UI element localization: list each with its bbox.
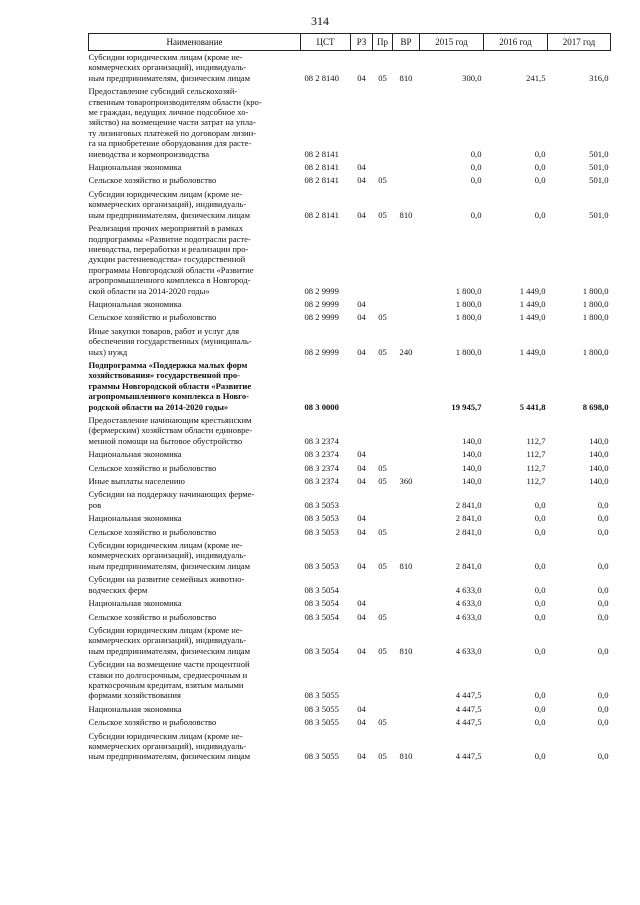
cell-2015: 0,0 [470, 209, 482, 220]
cell-vr [393, 611, 420, 624]
cell-2015: 300,0 [462, 72, 482, 83]
cell-2016: 5 441,8 [519, 401, 546, 412]
cell-name: Субсидии на поддержку начинающих фермe- ров [88, 489, 255, 510]
cell-2017: 0,0 [597, 513, 609, 524]
cell-name: Сельское хозяйство и рыболовство [88, 312, 217, 323]
table-row [89, 512, 611, 525]
header-vr: ВР [393, 34, 420, 51]
cell-2015: 0,0 [470, 175, 482, 186]
table-row [89, 716, 611, 729]
cell-cst: 08 3 2374 [304, 435, 339, 446]
cell-name: Сельское хозяйство и рыболовство [88, 526, 217, 537]
cell-2015: 140,0 [462, 462, 482, 473]
cell-2017: 501,0 [589, 148, 609, 159]
cell-2017: 0,0 [597, 598, 609, 609]
cell-2017: 0,0 [597, 690, 609, 701]
cell-rz [351, 222, 373, 298]
table-row [89, 448, 611, 461]
cell-rz: 04 [357, 717, 366, 728]
cell-pr: 05 [378, 611, 387, 622]
cell-rz [351, 488, 373, 512]
cell-vr [393, 703, 420, 716]
cell-2015: 2 841,0 [455, 513, 482, 524]
table-row [89, 624, 611, 658]
cell-pr: 05 [378, 72, 387, 83]
cell-vr: 810 [399, 645, 413, 656]
cell-cst: 08 2 8141 [304, 148, 339, 159]
cell-2015: 2 841,0 [455, 499, 482, 510]
cell-pr [373, 161, 393, 174]
cell-vr [393, 222, 420, 298]
cell-2015: 4 633,0 [455, 611, 482, 622]
cell-vr [393, 298, 420, 311]
cell-pr [373, 573, 393, 597]
cell-cst: 08 3 5054 [304, 645, 339, 656]
cell-name: Сельское хозяйство и рыболовство [88, 462, 217, 473]
table-body [89, 51, 611, 764]
cell-2017: 140,0 [589, 476, 609, 487]
cell-pr [373, 298, 393, 311]
cell-2015: 1 800,0 [455, 285, 482, 296]
cell-2016: 0,0 [534, 162, 546, 173]
cell-pr: 05 [378, 751, 387, 762]
cell-name: Национальная экономика [88, 298, 182, 309]
cell-2017: 0,0 [597, 560, 609, 571]
cell-cst: 08 2 9999 [304, 285, 339, 296]
cell-2017: 1 800,0 [582, 298, 609, 309]
header-2015: 2015 год [420, 34, 484, 51]
cell-2016: 112,7 [526, 476, 546, 487]
cell-rz: 04 [357, 476, 366, 487]
cell-2016: 0,0 [534, 598, 546, 609]
cell-vr [393, 161, 420, 174]
cell-pr [373, 658, 393, 703]
cell-2015: 0,0 [470, 148, 482, 159]
cell-vr [393, 597, 420, 610]
cell-pr: 05 [378, 526, 387, 537]
cell-rz: 04 [357, 513, 366, 524]
table-row [89, 703, 611, 716]
cell-vr: 810 [399, 560, 413, 571]
cell-2015: 1 800,0 [455, 346, 482, 357]
cell-2016: 0,0 [534, 175, 546, 186]
cell-cst: 08 2 9999 [304, 312, 339, 323]
cell-cst: 08 2 9999 [304, 298, 339, 309]
table-row [89, 475, 611, 488]
table-row [89, 174, 611, 187]
cell-rz [351, 658, 373, 703]
cell-name: Подпрограмма «Поддержка малых форм хозяйствования» государственной про- граммы Новгородской области «Развитие агропромышленного комплекса в Новго- родской области на 2014-2020 годы» [88, 359, 252, 412]
cell-name: Субсидии юридическим лицам (кроме не- коммерческих организаций), индивидуаль- ным предпринимателям, физическим лицам [88, 52, 251, 83]
cell-2016: 0,0 [534, 526, 546, 537]
cell-name: Сельское хозяйство и рыболовство [88, 175, 217, 186]
cell-2017: 1 800,0 [582, 312, 609, 323]
cell-2016: 0,0 [534, 560, 546, 571]
cell-name: Субсидии юридическим лицам (кроме не- коммерческих организаций), индивидуаль- ным предпринимателям, физическим лицам [88, 730, 251, 762]
cell-2017: 1 800,0 [582, 346, 609, 357]
cell-vr: 810 [399, 751, 413, 762]
cell-cst: 08 3 5053 [304, 526, 339, 537]
cell-cst: 08 3 5055 [304, 690, 339, 701]
cell-pr [373, 222, 393, 298]
cell-2015: 4 447,5 [455, 717, 482, 728]
cell-2017: 0,0 [597, 645, 609, 656]
table-row [89, 222, 611, 298]
cell-pr: 05 [378, 462, 387, 473]
cell-name: Предоставление начинающим крестьянским (фермерским) хозяйствам области единовре- менной помощи на бытовое обустройство [88, 415, 253, 446]
cell-cst: 08 3 0000 [304, 401, 339, 412]
cell-pr [373, 597, 393, 610]
cell-name: Национальная экономика [88, 703, 182, 714]
table-row [89, 597, 611, 610]
cell-2017: 0,0 [597, 703, 609, 714]
cell-2017: 501,0 [589, 175, 609, 186]
cell-2015: 1 800,0 [455, 312, 482, 323]
cell-name: Сельское хозяйство и рыболовство [88, 611, 217, 622]
cell-rz: 04 [357, 462, 366, 473]
cell-vr [393, 414, 420, 448]
table-row [89, 730, 611, 764]
cell-pr: 05 [378, 346, 387, 357]
cell-rz: 04 [357, 175, 366, 186]
cell-name: Предоставление субсидий сельскохозяй- ственным товаропроизводителям области (кро- ме граждан, ведущих личное подсобное хо- зяйство) на возмещение части затрат на упла- ту лизинговых платежей по договорам лизин- га на приобретение оборудования для расте- ниеводства и кормопроизводства [88, 86, 262, 159]
cell-name: Реализация прочих мероприятий в рамках подпрограммы «Развитие подотрасли расте- ниеводства, переработки и реализации про- дукции растениеводства» государственной программы Новгородской области «Развитие агропромышленного комплекса в Новгород- ской области на 2014-2020 годы» [88, 223, 254, 296]
cell-2015: 2 841,0 [455, 560, 482, 571]
cell-name: Национальная экономика [88, 598, 182, 609]
cell-pr: 05 [378, 175, 387, 186]
header-rz: РЗ [351, 34, 373, 51]
cell-2016: 0,0 [534, 645, 546, 656]
table-row [89, 526, 611, 539]
cell-cst: 08 2 8141 [304, 162, 339, 173]
cell-pr: 05 [378, 312, 387, 323]
cell-cst: 08 2 8140 [304, 72, 339, 83]
cell-rz: 04 [357, 560, 366, 571]
header-name: Наименование [89, 34, 301, 51]
cell-cst: 08 2 8141 [304, 175, 339, 186]
header-2017: 2017 год [548, 34, 611, 51]
table-row [89, 539, 611, 573]
cell-vr [393, 174, 420, 187]
cell-vr [393, 526, 420, 539]
cell-2015: 140,0 [462, 476, 482, 487]
cell-2015: 140,0 [462, 435, 482, 446]
table-row [89, 573, 611, 597]
cell-cst: 08 3 5054 [304, 611, 339, 622]
cell-rz [351, 359, 373, 414]
cell-cst: 08 3 5055 [304, 717, 339, 728]
cell-2017: 501,0 [589, 162, 609, 173]
cell-rz: 04 [357, 162, 366, 173]
cell-2015: 0,0 [470, 162, 482, 173]
budget-table [88, 33, 611, 764]
table-row [89, 462, 611, 475]
cell-2017: 0,0 [597, 526, 609, 537]
cell-rz: 04 [357, 598, 366, 609]
cell-pr: 05 [378, 645, 387, 656]
cell-vr [393, 85, 420, 161]
cell-vr [393, 573, 420, 597]
cell-name: Субсидии юридическим лицам (кроме не- коммерческих организаций), индивидуаль- ным предпринимателям, физическим лицам [88, 624, 251, 656]
cell-2016: 241,5 [526, 72, 546, 83]
cell-rz [351, 85, 373, 161]
cell-2016: 0,0 [534, 611, 546, 622]
cell-2016: 1 449,0 [519, 312, 546, 323]
cell-cst: 08 3 5053 [304, 560, 339, 571]
cell-2015: 1 800,0 [455, 298, 482, 309]
cell-vr [393, 448, 420, 461]
cell-2017: 140,0 [589, 435, 609, 446]
cell-rz: 04 [357, 449, 366, 460]
cell-2017: 140,0 [589, 449, 609, 460]
cell-2017: 0,0 [597, 584, 609, 595]
cell-rz: 04 [357, 298, 366, 309]
cell-pr [373, 85, 393, 161]
table-row [89, 188, 611, 222]
cell-pr: 05 [378, 476, 387, 487]
cell-cst: 08 3 5054 [304, 598, 339, 609]
cell-2015: 4 447,5 [455, 751, 482, 762]
cell-2016: 0,0 [534, 690, 546, 701]
cell-name: Субсидии на возмещение части процентной ставки по долгосрочным, среднесрочным и краткосрочным кредитам, взятым малыми формами хозяйствования [88, 659, 250, 701]
cell-vr [393, 488, 420, 512]
table-row [89, 359, 611, 414]
cell-pr: 05 [378, 209, 387, 220]
cell-vr: 360 [399, 476, 413, 487]
cell-cst: 08 3 2374 [304, 449, 339, 460]
cell-2017: 140,0 [589, 462, 609, 473]
cell-cst: 08 2 8141 [304, 209, 339, 220]
cell-pr [373, 512, 393, 525]
cell-rz: 04 [357, 645, 366, 656]
cell-2017: 316,0 [589, 72, 609, 83]
cell-name: Иные выплаты населению [88, 476, 185, 487]
cell-2016: 0,0 [534, 584, 546, 595]
cell-cst: 08 3 2374 [304, 476, 339, 487]
cell-rz: 04 [357, 703, 366, 714]
table-row [89, 85, 611, 161]
cell-cst: 08 3 5053 [304, 513, 339, 524]
table-row [89, 311, 611, 324]
cell-2016: 1 449,0 [519, 346, 546, 357]
cell-2016: 112,7 [526, 449, 546, 460]
table-row [89, 414, 611, 448]
cell-rz: 04 [357, 72, 366, 83]
cell-name: Субсидии юридическим лицам (кроме не- коммерческих организаций), индивидуаль- ным предпринимателям, физическим лицам [88, 540, 251, 571]
cell-pr [373, 414, 393, 448]
cell-vr [393, 359, 420, 414]
cell-2017: 1 800,0 [582, 285, 609, 296]
cell-cst: 08 3 5054 [304, 584, 339, 595]
cell-name: Национальная экономика [88, 162, 182, 173]
table-row [89, 325, 611, 359]
cell-2015: 2 841,0 [455, 526, 482, 537]
cell-vr [393, 512, 420, 525]
cell-name: Национальная экономика [88, 449, 182, 460]
cell-vr: 810 [399, 72, 413, 83]
cell-2016: 0,0 [534, 209, 546, 220]
cell-2017: 501,0 [589, 209, 609, 220]
cell-cst: 08 3 2374 [304, 462, 339, 473]
cell-2015: 4 633,0 [455, 598, 482, 609]
cell-rz: 04 [357, 611, 366, 622]
cell-pr [373, 488, 393, 512]
cell-rz: 04 [357, 209, 366, 220]
cell-2017: 0,0 [597, 611, 609, 622]
page-number: 314 [311, 14, 329, 28]
cell-pr [373, 359, 393, 414]
header-2016: 2016 год [484, 34, 548, 51]
table-header [89, 34, 611, 51]
cell-name: Сельское хозяйство и рыболовство [88, 717, 217, 728]
cell-2015: 4 633,0 [455, 645, 482, 656]
table-row [89, 161, 611, 174]
cell-name: Иные закупки товаров, работ и услуг для обеспечения государственных (муниципаль- ных) нужд [88, 325, 252, 357]
cell-2016: 112,7 [526, 435, 546, 446]
cell-name: Субсидии на развитие семейных животно- водческих ферм [88, 574, 245, 595]
cell-pr: 05 [378, 717, 387, 728]
cell-2017: 0,0 [597, 751, 609, 762]
cell-vr: 810 [399, 209, 413, 220]
cell-cst: 08 3 5053 [304, 499, 339, 510]
cell-2016: 0,0 [534, 751, 546, 762]
cell-cst: 08 3 5055 [304, 703, 339, 714]
cell-2017: 8 698,0 [582, 401, 609, 412]
cell-vr [393, 716, 420, 729]
cell-name: Субсидии юридическим лицам (кроме не- коммерческих организаций), индивидуаль- ным предпринимателям, физическим лицам [88, 188, 251, 220]
table-row [89, 51, 611, 86]
cell-2016: 0,0 [534, 148, 546, 159]
cell-2016: 0,0 [534, 499, 546, 510]
cell-cst: 08 3 5055 [304, 751, 339, 762]
cell-2016: 0,0 [534, 717, 546, 728]
cell-pr: 05 [378, 560, 387, 571]
table-row [89, 658, 611, 703]
cell-vr [393, 658, 420, 703]
cell-2016: 1 449,0 [519, 285, 546, 296]
header-cst: ЦСТ [301, 34, 351, 51]
cell-rz [351, 414, 373, 448]
table-row [89, 488, 611, 512]
cell-rz [351, 573, 373, 597]
cell-rz: 04 [357, 751, 366, 762]
cell-rz: 04 [357, 312, 366, 323]
cell-vr [393, 462, 420, 475]
table-row [89, 298, 611, 311]
cell-2017: 0,0 [597, 717, 609, 728]
cell-rz: 04 [357, 526, 366, 537]
cell-vr: 240 [399, 346, 413, 357]
cell-name: Национальная экономика [88, 513, 182, 524]
cell-2016: 1 449,0 [519, 298, 546, 309]
table-row [89, 611, 611, 624]
header-pr: Пр [373, 34, 393, 51]
cell-2017: 0,0 [597, 499, 609, 510]
cell-2015: 19 945,7 [451, 401, 482, 412]
cell-rz: 04 [357, 346, 366, 357]
cell-vr [393, 311, 420, 324]
cell-2016: 0,0 [534, 703, 546, 714]
cell-2015: 4 447,5 [455, 703, 482, 714]
cell-2015: 4 633,0 [455, 584, 482, 595]
cell-2015: 140,0 [462, 449, 482, 460]
cell-2016: 0,0 [534, 513, 546, 524]
cell-2016: 112,7 [526, 462, 546, 473]
cell-pr [373, 703, 393, 716]
cell-cst: 08 2 9999 [304, 346, 339, 357]
cell-pr [373, 448, 393, 461]
cell-2015: 4 447,5 [455, 690, 482, 701]
